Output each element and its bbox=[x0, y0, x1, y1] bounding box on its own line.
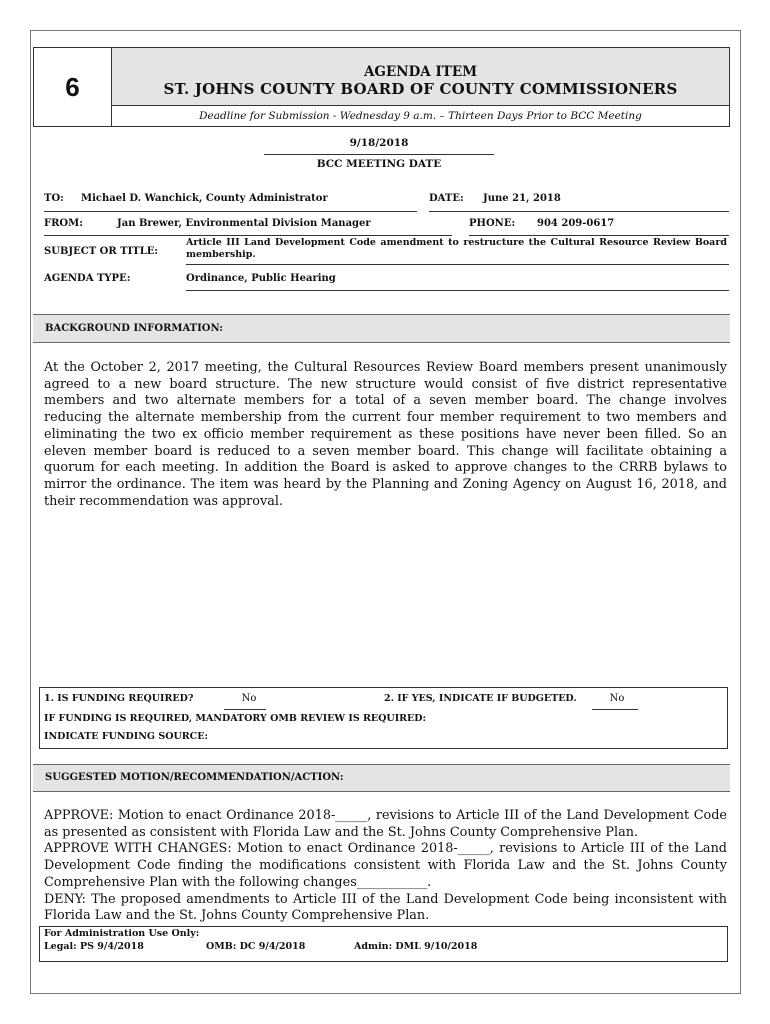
funding-source-label: INDICATE FUNDING SOURCE: bbox=[44, 731, 208, 742]
phone-label: PHONE: bbox=[469, 218, 516, 229]
omb-review-label: IF FUNDING IS REQUIRED, MANDATORY OMB REVIEW IS REQUIRED: bbox=[44, 713, 427, 724]
phone-value: 904 209-0617 bbox=[537, 218, 615, 229]
meeting-date: 9/18/2018 bbox=[349, 137, 409, 149]
admin-heading: For Administration Use Only: bbox=[44, 928, 200, 939]
agenda-title: AGENDA ITEM bbox=[363, 64, 478, 80]
agenda-type-value: Ordinance, Public Hearing bbox=[186, 273, 336, 284]
agenda-type-label: AGENDA TYPE: bbox=[44, 273, 131, 284]
background-text: At the October 2, 2017 meeting, the Cultural Resources Review Board members present unanimously agreed to a new board structure. The new structure would consist of five district representative members and two alternate members for a total of a seven member board. The change involves reducing the alternate membership from the current four member requirement to two members and eliminating the two ex officio member requirement as these positions have never been filled. So an eleven member board is reduced to a seven member board. This change will facilitate obtaining a quorum for each meeting. In addition the Board is asked to approve changes to the CRRB bylaws to mirror the ordinance. The item was heard by the Planning and Zoning Agency on August 16, 2018, and their recommendation was approval. bbox=[44, 360, 727, 509]
to-value: Michael D. Wanchick, County Administrator bbox=[81, 193, 328, 204]
agenda-type-underline bbox=[186, 290, 729, 291]
motion-text bbox=[44, 808, 727, 925]
admin-approval: Admin: DML 9/10/2018 bbox=[354, 941, 478, 952]
meeting-date-label: BCC MEETING DATE bbox=[316, 158, 442, 170]
meeting-date-rule bbox=[264, 154, 494, 155]
budgeted-label: 2. IF YES, INDICATE IF BUDGETED. bbox=[384, 693, 577, 704]
legal-approval: Legal: PS 9/4/2018 bbox=[44, 941, 144, 952]
funding-box bbox=[39, 687, 728, 749]
agenda-title-block bbox=[112, 48, 729, 106]
budgeted-value: No bbox=[609, 693, 625, 704]
agenda-item-number: 6 bbox=[34, 48, 112, 126]
funding-required-value: No bbox=[241, 693, 257, 704]
subject-label: SUBJECT OR TITLE: bbox=[44, 246, 159, 257]
to-label: TO: bbox=[44, 193, 64, 204]
date-underline bbox=[429, 211, 729, 212]
agenda-header bbox=[33, 47, 730, 127]
board-title: ST. JOHNS COUNTY BOARD OF COUNTY COMMISSIONERS bbox=[163, 80, 678, 98]
motion-approve: APPROVE: Motion to enact Ordinance 2018-_____, revisions to Article III of the Land Development Code as presented as consistent with Florida Law and the St. Johns County Comprehensive Plan. bbox=[44, 808, 727, 840]
from-value: Jan Brewer, Environmental Division Manager bbox=[117, 218, 371, 229]
funding-required-underline bbox=[224, 709, 266, 710]
date-label: DATE: bbox=[429, 193, 464, 204]
to-underline bbox=[44, 211, 417, 212]
subject-underline bbox=[186, 264, 729, 265]
phone-underline bbox=[469, 235, 729, 236]
from-label: FROM: bbox=[44, 218, 83, 229]
omb-approval: OMB: DC 9/4/2018 bbox=[206, 941, 306, 952]
background-heading: BACKGROUND INFORMATION: bbox=[33, 314, 730, 343]
admin-use-box bbox=[39, 926, 728, 962]
funding-required-label: 1. IS FUNDING REQUIRED? bbox=[44, 693, 194, 704]
subject-value: Article III Land Development Code amendment to restructure the Cultural Resource Review Board membership. bbox=[186, 237, 727, 260]
motion-heading: SUGGESTED MOTION/RECOMMENDATION/ACTION: bbox=[33, 764, 730, 792]
date-value: June 21, 2018 bbox=[483, 193, 561, 204]
agenda-form bbox=[30, 30, 741, 994]
from-underline bbox=[44, 235, 452, 236]
motion-approve-with-changes: APPROVE WITH CHANGES: Motion to enact Ordinance 2018-_____, revisions to Article III of the Land Development Code finding the modifications consistent with Florida Law and the St. Johns County Comprehensive Plan with the following changes___________. bbox=[44, 841, 727, 890]
submission-deadline: Deadline for Submission - Wednesday 9 a.m. – Thirteen Days Prior to BCC Meeting bbox=[199, 110, 642, 122]
motion-deny: DENY: The proposed amendments to Article III of the Land Development Code being inconsistent with Florida Law and the St. Johns County Comprehensive Plan. bbox=[44, 891, 727, 924]
budgeted-underline bbox=[592, 709, 638, 710]
